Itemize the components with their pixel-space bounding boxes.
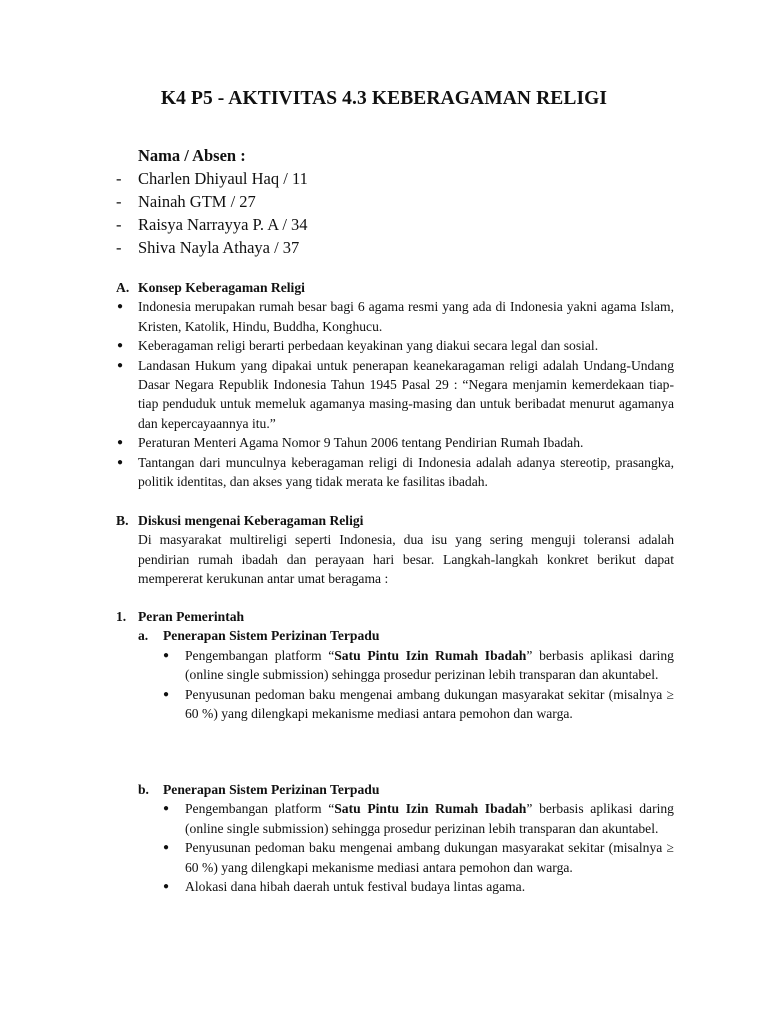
member-item: - Charlen Dhiyaul Haq / 11 [116, 169, 308, 188]
member-item: - Raisya Narrayya P. A / 34 [116, 215, 308, 234]
section-a-heading: A. Konsep Keberagaman Religi [116, 280, 305, 295]
bullet-icon: ● [163, 881, 170, 893]
item-1-heading: 1. Peran Pemerintah [116, 609, 245, 624]
bullet-icon: ● [117, 340, 124, 352]
list-item: ● Tantangan dari munculnya keberagaman religi di Indonesia adalah adanya stereotip, prasangka, politik identitas, dan akses yang tidak merata ke fasilitas ibadah. [117, 454, 674, 490]
members-list [116, 144, 308, 259]
bullet-icon: ● [163, 803, 170, 815]
bullet-icon: ● [163, 842, 170, 854]
bullet-icon: ● [117, 301, 124, 313]
sub-a-heading: a. Penerapan Sistem Perizinan Terpadu [138, 628, 380, 644]
document-title: K4 P5 - AKTIVITAS 4.3 KEBERAGAMAN RELIGI [160, 88, 608, 109]
list-item: ● Pengembangan platform “Satu Pintu Izin Rumah Ibadah” berbasis aplikasi daring (online single submission) sehingga prosedur perizinan lebih transparan dan akuntabel. [163, 647, 674, 683]
sub-b-heading: b. Penerapan Sistem Perizinan Terpadu [138, 782, 380, 797]
item-1 [116, 607, 674, 723]
section-a [116, 278, 674, 491]
bullet-icon: ● [163, 688, 170, 700]
members-heading: Nama / Absen : [138, 146, 246, 165]
section-b-paragraph: Di masyarakat multireligi seperti Indonesia, dua isu yang sering menguji toleransi adalah pendirian rumah ibadah dan perayaan hari besar. Langkah-langkah konkret berikut dapat mempererat kerukunan antar umat beragama : [138, 532, 674, 587]
list-item: ● Landasan Hukum yang dipakai untuk penerapan keanekaragaman religi adalah Undang-Undang Dasar Negara Republik Indonesia Tahun 1945 Pasal 29 : “Negara menjamin kemerdekaan tiap-tiap penduduk untuk memeluk agamanya masing-masing dan untuk beribadat menurut agamanya dan kepercayaannya itu.” [117, 357, 674, 431]
list-item: ● Alokasi dana hibah daerah untuk festival budaya lintas agama. [116, 877, 674, 896]
list-item: ● Indonesia merupakan rumah besar bagi 6 agama resmi yang ada di Indonesia yakni agama Islam, Kristen, Katolik, Hindu, Buddha, Konghucu. [117, 299, 674, 334]
sub-b [116, 780, 674, 896]
list-item: ● Pengembangan platform “Satu Pintu Izin Rumah Ibadah” berbasis aplikasi daring (online single submission) sehingga prosedur perizinan lebih transparan dan akuntabel. [163, 801, 674, 836]
list-item: ● Penyusunan pedoman baku mengenai ambang dukungan masyarakat sekitar (misalnya ≥ 60 %) yang dilengkapi mekanisme mediasi antara pemohon dan warga. [163, 686, 674, 722]
bullet-icon: ● [117, 359, 124, 371]
member-item: - Nainah GTM / 27 [116, 192, 256, 211]
member-item: - Shiva Nayla Athaya / 37 [116, 238, 300, 257]
bullet-icon: ● [117, 456, 124, 468]
section-b [116, 511, 674, 589]
list-item: ● Keberagaman religi berarti perbedaan keyakinan yang diakui secara legal dan sosial. [116, 336, 674, 355]
section-b-heading: B. Diskusi mengenai Keberagaman Religi [116, 513, 364, 528]
bullet-icon: ● [163, 649, 170, 661]
bullet-icon: ● [117, 437, 124, 449]
list-item: ● Penyusunan pedoman baku mengenai ambang dukungan masyarakat sekitar (misalnya ≥ 60 %) yang dilengkapi mekanisme mediasi antara pemohon dan warga. [163, 840, 674, 875]
list-item: ● Peraturan Menteri Agama Nomor 9 Tahun 2006 tentang Pendirian Rumah Ibadah. [116, 433, 674, 452]
